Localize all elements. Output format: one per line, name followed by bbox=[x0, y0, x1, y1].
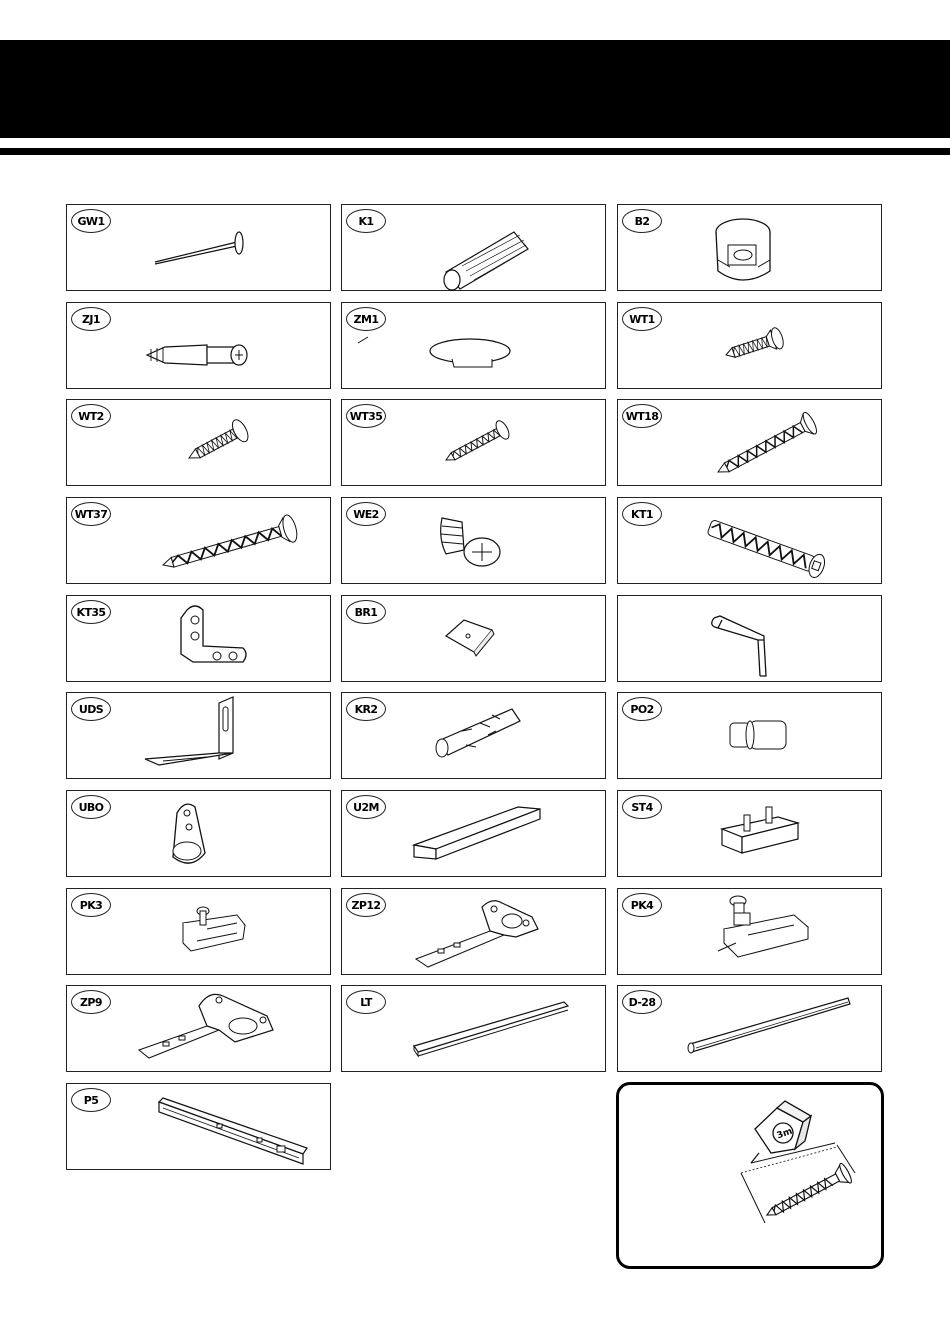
header-stripe bbox=[0, 148, 950, 155]
part-code-label: ZM1 bbox=[346, 307, 386, 331]
part-cell bbox=[617, 595, 882, 682]
part-cell bbox=[66, 1083, 331, 1170]
part-cell bbox=[66, 204, 331, 291]
part-code-label: UBO bbox=[71, 795, 111, 819]
part-cell bbox=[341, 692, 606, 779]
part-cell bbox=[341, 888, 606, 975]
part-cell bbox=[66, 985, 331, 1072]
part-code-label: KR2 bbox=[346, 697, 386, 721]
part-cell bbox=[66, 692, 331, 779]
part-cell bbox=[66, 595, 331, 682]
part-code-label: WE2 bbox=[346, 502, 386, 526]
part-cell bbox=[617, 692, 882, 779]
part-cell bbox=[617, 888, 882, 975]
part-cell bbox=[341, 790, 606, 877]
part-cell bbox=[341, 204, 606, 291]
part-code-label: ZP9 bbox=[71, 990, 111, 1014]
part-code-label: PO2 bbox=[622, 697, 662, 721]
part-cell bbox=[341, 302, 606, 389]
part-code-label: ST4 bbox=[622, 795, 662, 819]
part-code-label: ZJ1 bbox=[71, 307, 111, 331]
part-code-label: KT1 bbox=[622, 502, 662, 526]
part-code-label: K1 bbox=[346, 209, 386, 233]
part-cell bbox=[66, 497, 331, 584]
part-code-label: B2 bbox=[622, 209, 662, 233]
part-code-label: P5 bbox=[71, 1088, 111, 1112]
part-code-label: KT35 bbox=[71, 600, 111, 624]
header-bar bbox=[0, 40, 950, 138]
allen-key-icon bbox=[618, 596, 883, 683]
part-code-label: PK4 bbox=[622, 893, 662, 917]
part-cell bbox=[341, 985, 606, 1072]
part-cell bbox=[617, 204, 882, 291]
part-code-label: WT1 bbox=[622, 307, 662, 331]
part-cell bbox=[617, 985, 882, 1072]
tape-label: 3m bbox=[775, 1126, 794, 1142]
part-cell bbox=[617, 399, 882, 486]
part-code-label: WT37 bbox=[71, 502, 111, 526]
tape-measure-callout bbox=[616, 1082, 884, 1269]
part-cell bbox=[617, 790, 882, 877]
part-code-label: D-28 bbox=[622, 990, 662, 1014]
part-cell bbox=[66, 888, 331, 975]
part-code-label: U2M bbox=[346, 795, 386, 819]
tape-measure-screw-icon bbox=[619, 1085, 887, 1272]
part-code-label: LT bbox=[346, 990, 386, 1014]
part-cell bbox=[617, 497, 882, 584]
part-cell bbox=[66, 302, 331, 389]
part-code-label: UDS bbox=[71, 697, 111, 721]
part-code-label: BR1 bbox=[346, 600, 386, 624]
part-cell bbox=[66, 790, 331, 877]
part-code-label: PK3 bbox=[71, 893, 111, 917]
part-code-label: ZP12 bbox=[346, 893, 386, 917]
part-cell bbox=[66, 399, 331, 486]
part-cell bbox=[617, 302, 882, 389]
part-cell bbox=[341, 497, 606, 584]
part-code-label: WT35 bbox=[346, 404, 386, 428]
part-code-label: WT2 bbox=[71, 404, 111, 428]
part-code-label: GW1 bbox=[71, 209, 111, 233]
part-code-label: WT18 bbox=[622, 404, 662, 428]
part-cell bbox=[341, 595, 606, 682]
part-cell bbox=[341, 399, 606, 486]
